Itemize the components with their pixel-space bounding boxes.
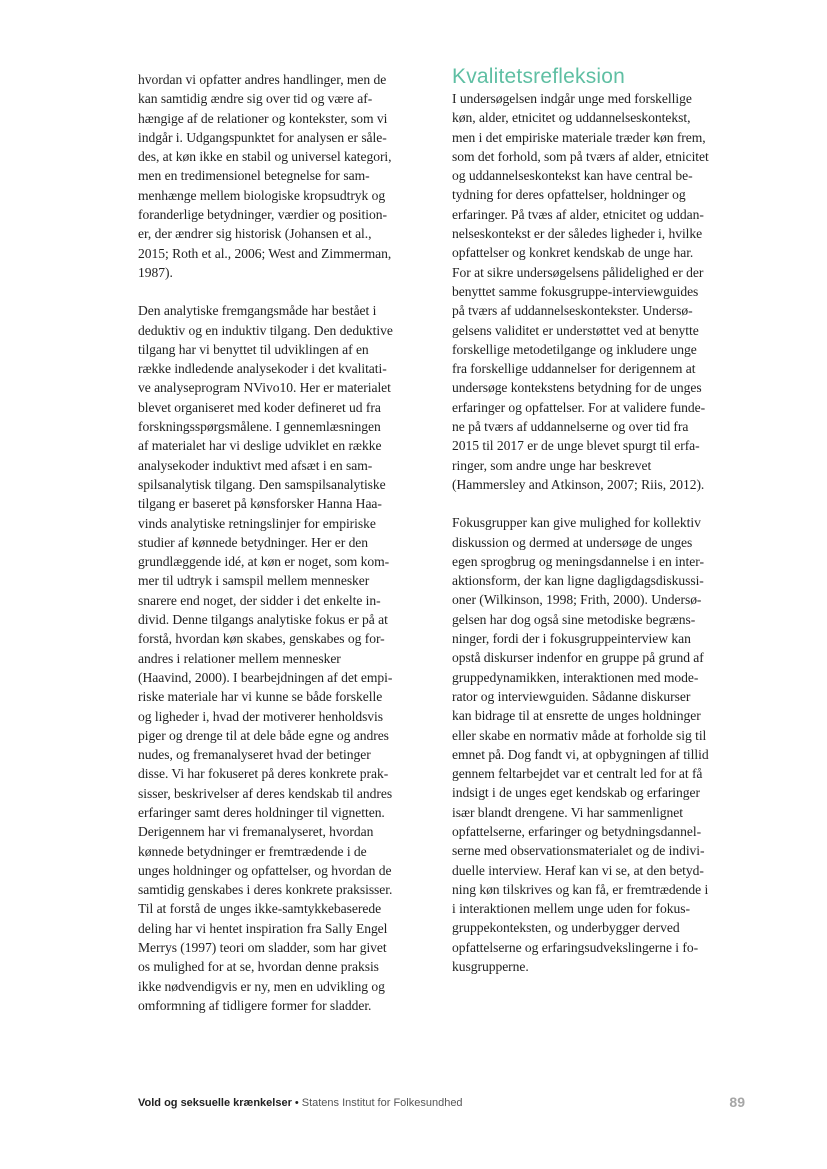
section-heading: Kvalitetsrefleksion [452, 65, 626, 88]
page-footer [138, 1094, 745, 1112]
right-column [452, 65, 744, 976]
body-paragraph: I undersøgelsen indgår unge med forskellige køn, alder, etnicitet og uddannelseskontekst, men i det empiriske materiale træder køn frem, som det forhold, som på tværs af alder, etnicitet og uddannelseskontekst kan have central be- tydning for deres opfattelser, holdninger og erfaringer. På tvæs af alder, etnicitet og uddan- nelseskontekst er der således ligheder i, hvilke opfattelser og konkret kendskab de unge har. For at sikre undersøgelsens pålidelighed er der benyttet samme fokusgruppe-interviewguides på tværs af uddannelseskontekster. Undersø- gelsens validitet er understøttet ved at benytte forskellige metodetilgange og inkludere unge fra forskellige uddannelser for derigennem at undersøge kontekstens betydning for de unges erfaringer og opfattelser. For at validere funde- ne på tværs af uddannelserne og over tid fra 2015 til 2017 er de unge blevet spurgt til erfa- ringer, som andre unge har beskrevet (Hammersley and Atkinson, 2007; Riis, 2012). [452, 91, 709, 492]
footer-publication-title: Vold og seksuelle krænkelser [138, 1097, 292, 1109]
body-paragraph: hvordan vi opfatter andres handlinger, men de kan samtidig ændre sig over tid og være af- hængige af de relationer og kontekster, som vi indgår i. Udgangspunktet for analysen er såle- des, at køn ikke en stabil og universel kategori, men en tredimensionel betegnelse for sam- menhænge mellem biologiske kropsudtryk og foranderlige betydninger, værdier og position- er, der ændrer sig historisk (Johansen et al., 2015; Roth et al., 2006; West and Zimmerman, 1987). [138, 72, 392, 280]
page-number: 89 [729, 1094, 745, 1110]
footer-separator: • [294, 1097, 299, 1109]
footer-organization: Statens Institut for Folkesundhed [301, 1097, 463, 1109]
left-column [138, 70, 428, 1015]
body-paragraph: Den analytiske fremgangsmåde har bestået i deduktiv og en induktiv tilgang. Den deduktive tilgang har vi benyttet til udviklingen af en række indledende analysekoder i det kvalitati- ve analyseprogram NVivo10. Her er materialet blevet organiseret med koder defineret ud fra forskningsspørgsmålene. I gennemlæsningen af materialet har vi deslige udviklet en række analysekoder induktivt med afsæt i en sam- spilsanalytisk tilgang. Den samspilsanalytiske tilgang er baseret på kønsforsker Hanna Haa- vinds analytiske retningslinjer for empiriske studier af kønnede betydninger. Her er den grundlæggende idé, at køn er noget, som kom- mer til udtryk i samspil mellem mennesker snarere end noget, der sidder i det enkelte in- divid. Denne tilgangs analytiske fokus er på at forstå, hvordan køn skabes, genskabes og for- andres i relationer mellem mennesker (Haavind, 2000). I bearbejdningen af det empi- riske materiale har vi kunne se både forskelle og ligheder i, hvad der motiverer henholdsvis piger og drenge til at dele både egne og andres nudes, og fremanalyseret hvad der betinger disse. Vi har fokuseret på deres konkrete prak- sisser, beskrivelser af deres kendskab til andres erfaringer samt deres holdninger til vignetten. Derigennem har vi fremanalyseret, hvordan kønnede betydninger er fremtrædende i de unges holdninger og opfattelser, og hvordan de samtidig genskabes i deres konkrete praksisser. Til at forstå de unges ikke-samtykkebaserede deling har vi hentet inspiration fra Sally Engel Merrys (1997) teori om sladder, som har givet os mulighed for at se, hvordan denne praksis ikke nødvendigvis er ny, men en udvikling og omformning af tidligere former for sladder. [138, 303, 393, 1013]
body-paragraph: Fokusgrupper kan give mulighed for kollektiv diskussion og dermed at undersøge de unges egen sprogbrug og meningsdannelse i en inter- aktionsform, der kan ligne dagligdagsdiskussi- oner (Wilkinson, 1998; Frith, 2000). Undersø- gelsen har dog også sine metodiske begræns- ninger, fordi der i fokusgruppeinterview kan opstå diskurser indenfor en gruppe på grund af gruppedynamikken, interaktionen med mode- rator og interviewguiden. Sådanne diskurser kan bidrage til at ensrette de unges holdninger eller skabe en normativ måde at forholde sig til emnet på. Dog fandt vi, at opbygningen af tillid gennem feltarbejdet var et centralt led for at få indsigt i de unges eget kendskab og erfaringer især blandt drengene. Vi har sammenlignet opfattelserne, erfaringer og betydningsdannel- serne med observationsmaterialet og de indivi- duelle interview. Heraf kan vi se, at den betyd- ning køn tilskrives og kan få, er fremtrædende i i interaktionen mellem unge uden for fokus- gruppekonteksten, og underbygger derved opfattelserne og erfaringsudvekslingerne i fo- kusgrupperne. [452, 515, 709, 975]
